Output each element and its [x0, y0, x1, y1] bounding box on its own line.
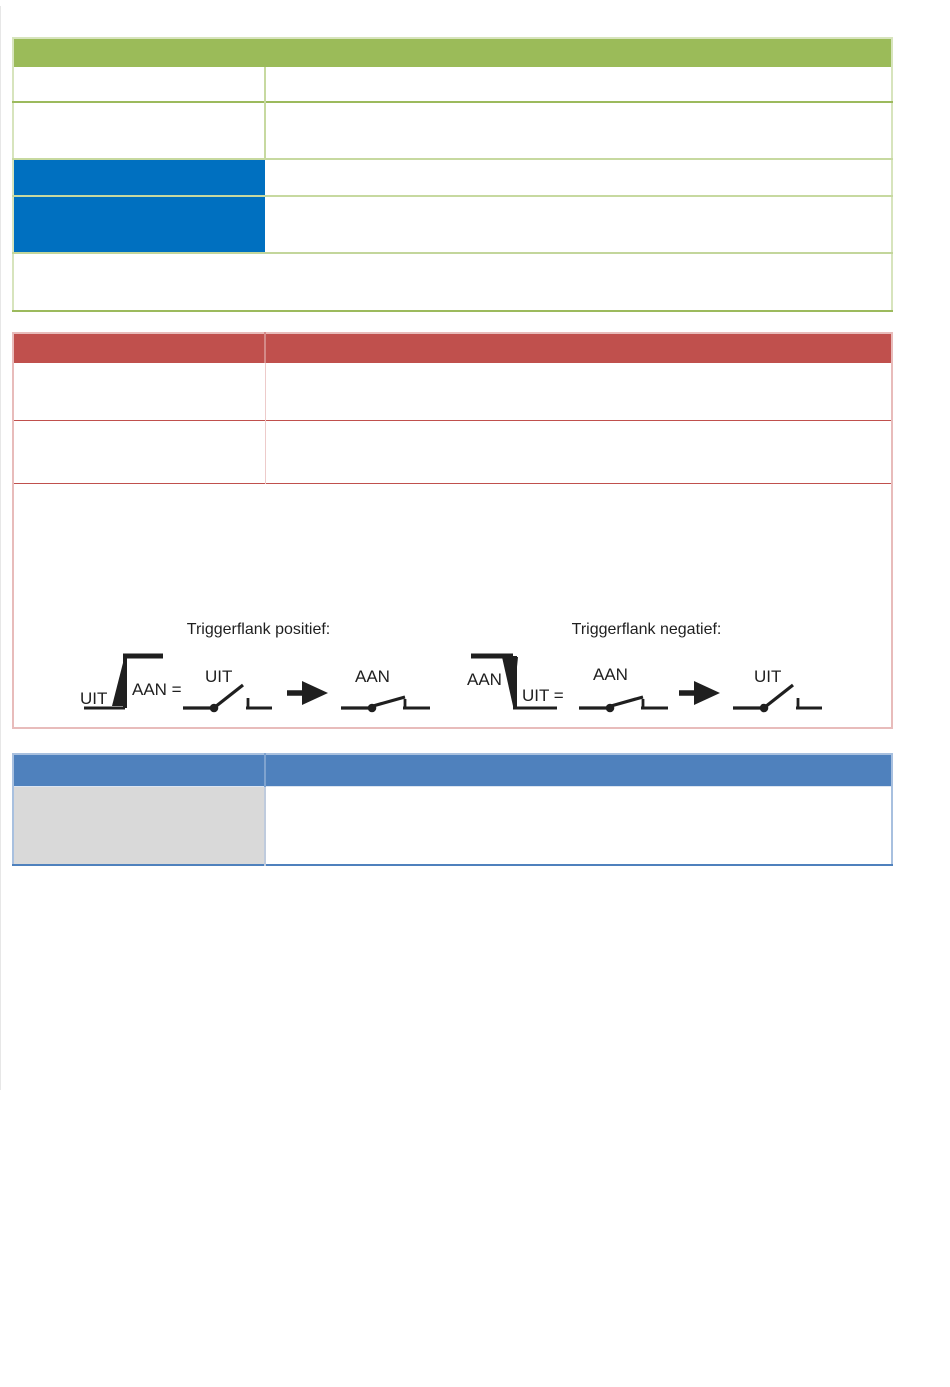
switch-after-label: AAN	[354, 667, 390, 686]
table-cell	[13, 421, 265, 484]
table-row	[13, 363, 892, 421]
table-row	[13, 102, 892, 159]
table-row	[13, 159, 892, 196]
red-table-header-cell	[13, 333, 265, 363]
document-page	[12, 37, 893, 866]
switch-after-label: UIT	[753, 667, 781, 686]
triggerflank-negative-figure	[466, 642, 828, 722]
open-switch-icon	[183, 685, 272, 712]
table-header-row	[13, 333, 892, 363]
table-cell	[265, 421, 892, 484]
table-cell	[265, 196, 892, 253]
green-table-header-cell	[13, 38, 892, 67]
table-cell	[13, 67, 265, 102]
table-cell	[13, 363, 265, 421]
diagram-title: Triggerflank positief:	[186, 621, 331, 638]
figure-row	[13, 484, 892, 729]
table-cell	[265, 787, 892, 866]
table-cell	[13, 102, 265, 159]
signal-high-label: AAN	[466, 670, 502, 689]
signal-low-label: UIT =	[521, 686, 564, 705]
table-cell	[265, 102, 892, 159]
signal-low-label: UIT	[79, 689, 107, 708]
switch-before-label: UIT	[204, 667, 232, 686]
table-cell-full-width	[13, 253, 892, 311]
green-table	[12, 37, 893, 312]
triggerflank-figure-cell	[13, 484, 892, 729]
blue-table-header-cell	[265, 754, 892, 787]
triggerflank-positive-figure	[78, 642, 440, 722]
closed-switch-icon	[341, 697, 430, 712]
table-row	[13, 787, 892, 866]
highlighted-blue-cell	[13, 196, 265, 253]
page-edge-line	[0, 6, 1, 1090]
arrow-right-icon	[287, 681, 328, 705]
highlighted-blue-cell	[13, 159, 265, 196]
blue-table	[12, 753, 893, 866]
red-table	[12, 332, 893, 729]
arrow-right-icon	[679, 681, 720, 705]
table-header-row	[13, 754, 892, 787]
red-table-header-cell	[265, 333, 892, 363]
signal-high-label: AAN =	[131, 680, 182, 699]
table-cell	[265, 159, 892, 196]
gray-cell	[13, 787, 265, 866]
blue-table-header-cell	[13, 754, 265, 787]
table-row	[13, 421, 892, 484]
table-row	[13, 196, 892, 253]
closed-switch-icon	[579, 697, 668, 712]
diagram-title: Triggerflank negatief:	[571, 621, 722, 638]
table-row	[13, 253, 892, 311]
triggerflank-positive-diagram	[78, 620, 440, 722]
triggerflank-negative-diagram	[466, 620, 828, 722]
table-header-row	[13, 38, 892, 67]
table-cell	[265, 363, 892, 421]
open-switch-icon	[733, 685, 822, 712]
table-cell	[265, 67, 892, 102]
switch-before-label: AAN	[592, 665, 628, 684]
table-row	[13, 67, 892, 102]
